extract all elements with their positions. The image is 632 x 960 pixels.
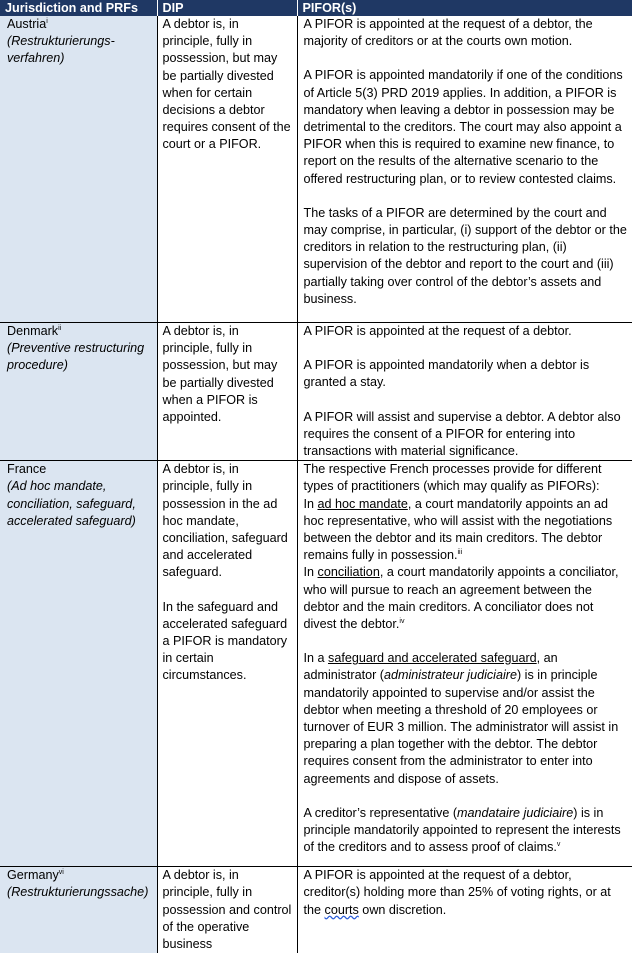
- jurisdiction-name: Austria: [7, 17, 47, 31]
- underlined-term: conciliation: [317, 565, 380, 580]
- endnote-ref: iv: [399, 617, 405, 625]
- pifor-cell-denmark: [297, 323, 632, 461]
- italic-term: mandataire judiciaire: [457, 805, 574, 820]
- endnote-ref: vi: [58, 869, 64, 877]
- prf-name: (Ad hoc mandate, conciliation, safeguard, accelerated safeguard): [7, 479, 136, 528]
- jurisdiction-cell-austria: [0, 16, 157, 323]
- underlined-term: safeguard and accelerated safeguard: [328, 651, 537, 666]
- pifor-paragraph: [304, 805, 629, 857]
- jurisdiction-name: Denmark: [7, 324, 59, 338]
- endnote-ref: i: [46, 17, 48, 25]
- prf-name: (Restrukturierungssache): [7, 885, 149, 900]
- table-row-austria: [0, 16, 632, 323]
- text-run: , a court mandatorily appoints a conciliator, who will pursue to reach an agreement between the debtor and the main creditors. A conciliator does not divest the debtor.: [303, 565, 619, 632]
- text-run: , a court mandatorily appoints an ad hoc representative, who will assist with the negotiations between the debtor and its main creditors. The debtor remains fully in possession.: [303, 496, 613, 563]
- prf-name: (Preventive restructuring procedure): [7, 341, 145, 373]
- dip-text: A debtor is, in principle, fully in possession, but may be partially divested when a PIFOR is appointed.: [162, 324, 278, 425]
- pifor-paragraph: A PIFOR is appointed at the request of a debtor, the majority of creditors or at the courts own motion.: [303, 17, 593, 49]
- pifor-paragraph: The tasks of a PIFOR are determined by the court and may comprise, in particular, (i) support of the debtor or the creditors in relation to the restructuring plan, (ii) supervision of the debtor and report to the court and (iii) partially taking over control of the debtor’s assets and business.: [303, 205, 627, 306]
- pifor-paragraph: A PIFOR will assist and supervise a debtor. A debtor also requires the consent of a PIFOR for entering into transactions with material significance.: [303, 409, 621, 459]
- underlined-term: ad hoc mandate: [317, 496, 408, 511]
- text-run: , an administrator (: [303, 651, 558, 683]
- pifor-paragraph: A PIFOR is appointed mandatorily when a debtor is granted a stay.: [303, 358, 590, 390]
- header-jurisdiction: Jurisdiction and PRFs: [0, 0, 157, 16]
- endnote-ref: ii: [58, 324, 62, 332]
- dip-cell-germany: [157, 867, 297, 954]
- text-run: ) is in principle mandatorily appointed to represent the interests of the creditors and to assess proof of claims.: [303, 805, 621, 855]
- header-row: [0, 0, 632, 16]
- jurisdiction-name: France: [7, 462, 47, 477]
- table-row-france: [0, 461, 632, 867]
- pifor-paragraph: A PIFOR is appointed at the request of a debtor.: [303, 324, 572, 338]
- dip-cell-denmark: [157, 323, 297, 461]
- table-row-germany: [0, 867, 632, 954]
- dip-cell-france: [157, 461, 297, 867]
- pifor-paragraph: [304, 564, 629, 633]
- pifor-paragraph: [304, 461, 629, 564]
- pifor-intro: The respective French processes provide for different types of practitioners (which may qualify as PIFORs):: [303, 462, 602, 494]
- jurisdiction-cell-denmark: [0, 323, 157, 461]
- pifor-cell-france: [297, 461, 632, 867]
- italic-term: administrateur judiciaire: [383, 668, 517, 683]
- dip-text: A debtor is, in principle, fully in possession and control of the operative business: [162, 868, 292, 952]
- dip-text: A debtor is, in principle, fully in possession in the ad hoc mandate, conciliation, safeguard and accelerated safeguard.: [162, 462, 288, 580]
- jurisdiction-name: Germany: [7, 868, 59, 883]
- header-pifor: PIFOR(s): [297, 0, 632, 16]
- dip-text: In the safeguard and accelerated safeguard a PIFOR is mandatory in certain circumstances.: [162, 599, 288, 683]
- table-row-denmark: [0, 323, 632, 461]
- pifor-paragraph: [304, 650, 629, 788]
- header-dip: DIP: [157, 0, 297, 16]
- spellcheck-flagged-word: courts: [324, 902, 359, 917]
- pifor-cell-austria: [297, 16, 632, 323]
- pifor-paragraph: [304, 867, 629, 919]
- text-run: A PIFOR is appointed at the request of a debtor, creditor(s) holding more than 25% of voting rights, or at the: [303, 868, 611, 917]
- text-run: own discretion.: [358, 902, 447, 917]
- dip-text: A debtor is, in principle, fully in possession, but may be partially divested when for certain decisions a debtor requires consent of the court or a PIFOR.: [162, 17, 291, 152]
- text-run: In: [303, 565, 318, 580]
- pifor-paragraph: A PIFOR is appointed mandatorily if one of the conditions of Article 5(3) PRD 2019 applies. In addition, a PIFOR is mandatory when leaving a debtor in possession may be detrimental to the creditors. The court may also appoint a PIFOR when this is required to examine new finance, to report on the results of the alternative scenario to the offered restructuring plan, or to review contested claims.: [303, 68, 623, 186]
- text-run: In a: [303, 651, 329, 666]
- text-run: In: [303, 496, 318, 511]
- prf-name: (Restrukturierungs-verfahren): [7, 34, 115, 66]
- text-run: A creditor’s representative (: [303, 805, 458, 820]
- text-run: ) is in principle mandatorily appointed to supervise and/or assist the debtor when meeting a threshold of 20 employees or turnover of EUR 3 million. The administrator will assist in preparing a plan together with the debtor. The debtor requires consent from the administrator to enter into agreements and dispose of assets.: [303, 668, 619, 786]
- pifor-cell-germany: [297, 867, 632, 954]
- endnote-ref: iii: [457, 549, 463, 557]
- jurisdiction-cell-france: [0, 461, 157, 867]
- endnote-ref: v: [556, 841, 561, 849]
- jurisdiction-cell-germany: [0, 867, 157, 954]
- dip-cell-austria: [157, 16, 297, 323]
